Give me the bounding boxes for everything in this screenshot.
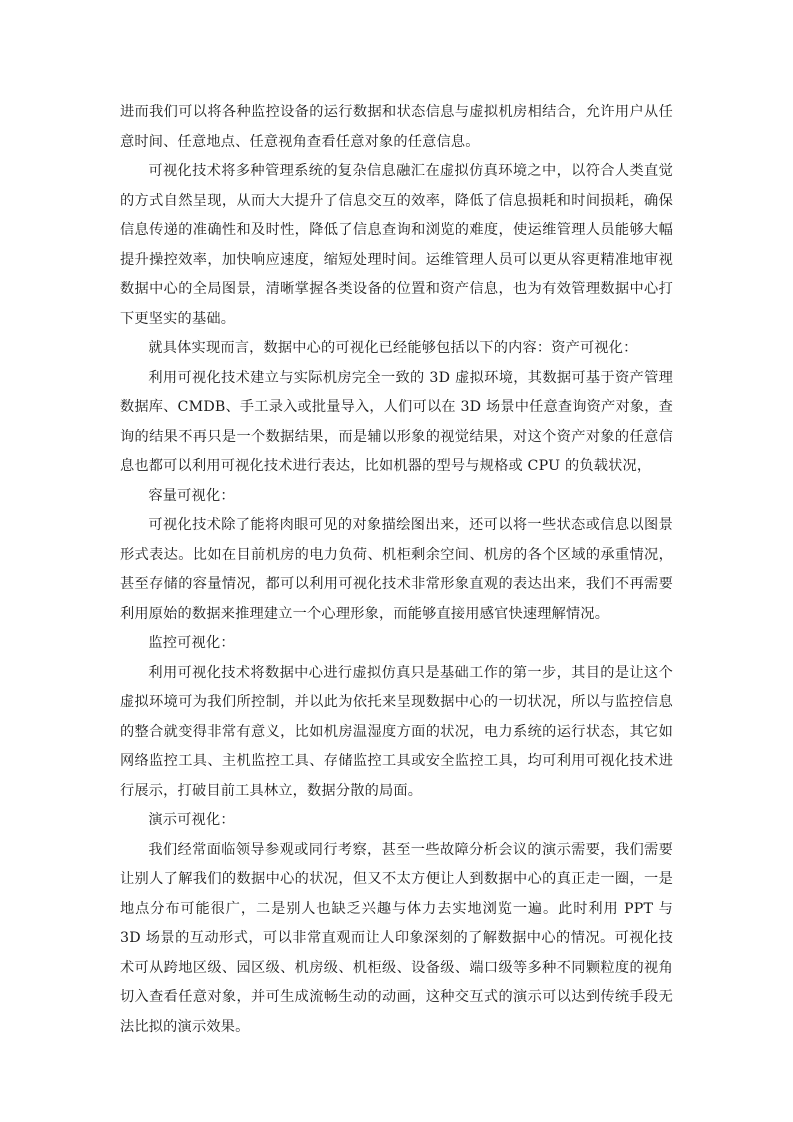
paragraph-continuation: 进而我们可以将各种监控设备的运行数据和状态信息与虚拟机房相结合，允许用户从任意时间、任意地点、任意视角查看任意对象的任意信息。 bbox=[120, 104, 673, 150]
document-body bbox=[120, 98, 673, 1042]
paragraph-capacity-visualization: 可视化技术除了能将肉眼可见的对象描绘图出来，还可以将一些状态或信息以图景形式表达。比如在目前机房的电力负荷、机柜剩余空间、机房的各个区域的承重情况，甚至存储的容量情况，都可以利用可视化技术非常形象直观的表达出来，我们不再需要利用原始的数据来推理建立一个心理形象，而能够直接用感官快速理解情况。 bbox=[120, 517, 673, 622]
heading-monitoring-visualization: 监控可视化： bbox=[148, 635, 235, 651]
heading-demo-visualization: 演示可视化： bbox=[148, 812, 235, 828]
paragraph-implementation-intro: 就具体实现而言，数据中心的可视化已经能够包括以下的内容：资产可视化： bbox=[148, 340, 638, 356]
paragraph-asset-visualization: 利用可视化技术建立与实际机房完全一致的 3D 虚拟环境，其数据可基于资产管理数据库、CMDB、手工录入或批量导入，人们可以在 3D 场景中任意查询资产对象，查询的结果不再只是一个数据结果，而是辅以形象的视觉结果，对这个资产对象的任意信息也都可以利用可视化技术进行表达，比如机器的型号与规格或 CPU 的负载状况， bbox=[120, 369, 673, 474]
heading-capacity-visualization: 容量可视化： bbox=[148, 487, 235, 504]
paragraph-monitoring-visualization: 利用可视化技术将数据中心进行虚拟仿真只是基础工作的第一步，其目的是让这个虚拟环境可为我们所控制，并以此为依托来呈现数据中心的一切状况，所以与监控信息的整合就变得非常有意义，比如机房温湿度方面的状况，电力系统的运行状态，其它如网络监控工具、主机监控工具、存储监控工具或安全监控工具，均可利用可视化技术进行展示，打破目前工具林立，数据分散的局面。 bbox=[120, 664, 673, 799]
paragraph-demo-visualization: 我们经常面临领导参观或同行考察，甚至一些故障分析会议的演示需要，我们需要让别人了解我们的数据中心的状况，但又不太方便让人到数据中心的真正走一圈，一是地点分布可能很广，二是别人也缺乏兴趣与体力去实地浏览一遍。此时利用 PPT 与 3D 场景的互动形式，可以非常直观而让人印象深刻的了解数据中心的情况。可视化技术可从跨地区级、园区级、机房级、机柜级、设备级、端口级等多种不同颗粒度的视角切入查看任意对象，并可生成流畅生动的动画，这种交互式的演示可以达到传统手段无法比拟的演示效果。 bbox=[120, 841, 673, 1035]
paragraph-visualization-overview: 可视化技术将多种管理系统的复杂信息融汇在虚拟仿真环境之中，以符合人类直觉的方式自然呈现，从而大大提升了信息交互的效率，降低了信息损耗和时间损耗，确保信息传递的准确性和及时性，降低了信息查询和浏览的难度，使运维管理人员能够大幅提升操控效率，加快响应速度，缩短处理时间。运维管理人员可以更从容更精准地审视数据中心的全局图景，清晰掌握各类设备的位置和资产信息，也为有效管理数据中心打下更坚实的基础。 bbox=[120, 163, 673, 327]
